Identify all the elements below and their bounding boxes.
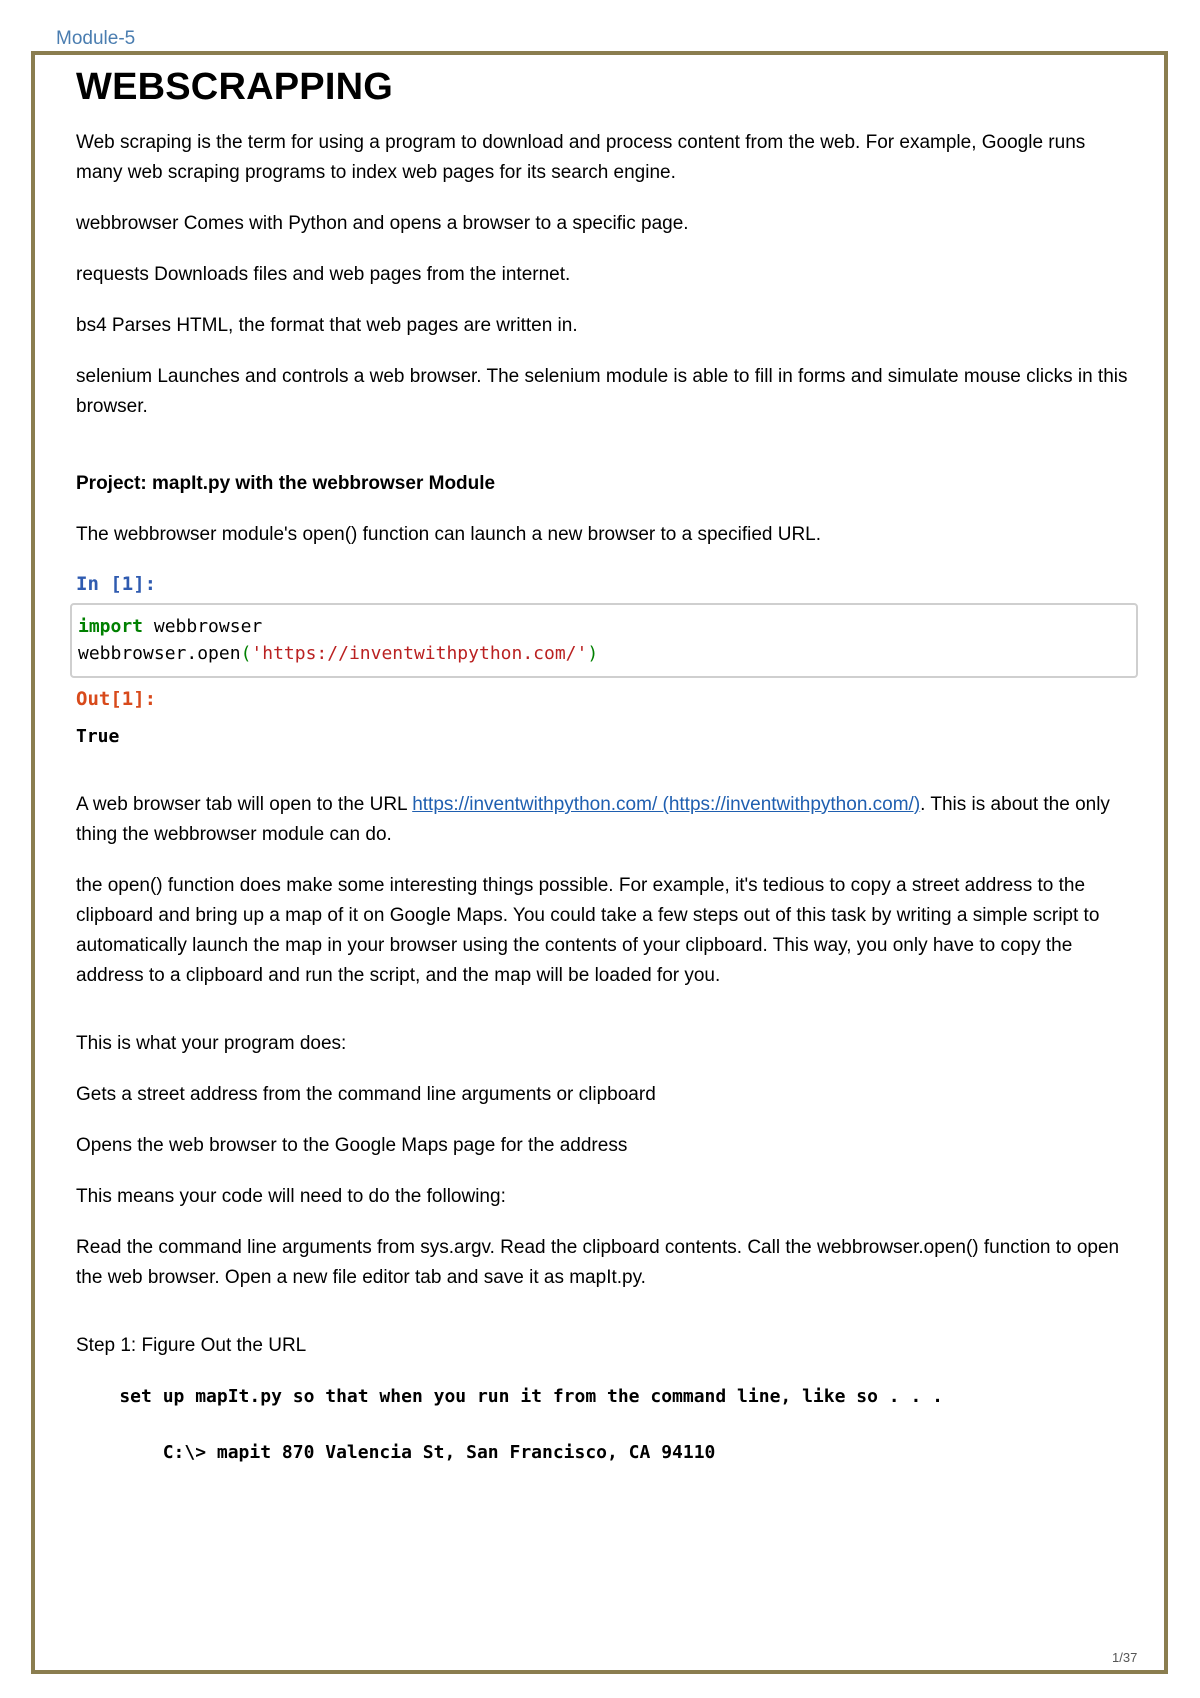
page-content (76, 62, 1136, 1468)
program-does-heading: This is what your program does: (76, 1033, 347, 1054)
intro-requests: requests Downloads files and web pages from the internet. (76, 264, 571, 285)
program-does-item-2: Opens the web browser to the Google Maps page for the address (76, 1135, 628, 1156)
program-needs-heading: This means your code will need to do the following: (76, 1186, 506, 1207)
module-label: Module-5 (56, 28, 136, 49)
step1-command-intro: set up mapIt.py so that when you run it from the command line, like so . . . (76, 1386, 943, 1407)
url-paragraph (76, 790, 1136, 850)
cell-output: True (76, 726, 120, 747)
open-function-paragraph: the open() function does make some interesting things possible. For example, it's tedious to copy a street address to the clipboard and bring up a map of it on Google Maps. You could take a few steps out of this task by writing a simple script to automatically launch the map in your browser using the contents of your clipboard. This way, you only have to copy the address to a clipboard and run the script, and the map will be loaded for you. (76, 875, 1100, 986)
inventwithpython-link[interactable]: https://inventwithpython.com/ (https://inventwithpython.com/) (412, 794, 921, 815)
page-number: 1/37 (1112, 1650, 1138, 1665)
page-title: WEBSCRAPPING (76, 66, 393, 108)
project-heading: Project: mapIt.py with the webbrowser Module (76, 473, 496, 494)
intro-webbrowser: webbrowser Comes with Python and opens a browser to a specific page. (76, 213, 689, 234)
url-text-after: . This is about the only thing the webbrowser module can do. (76, 794, 1110, 845)
intro-selenium: selenium Launches and controls a web browser. The selenium module is able to fill in forms and simulate mouse clicks in this browser. (76, 366, 1128, 417)
program-needs-text: Read the command line arguments from sys.argv. Read the clipboard contents. Call the webbrowser.open() function to open the web browser. Open a new file editor tab and save it as mapIt.py. (76, 1237, 1120, 1288)
out-prompt: Out[1]: (76, 688, 157, 710)
code-paren-open: ( (240, 643, 252, 664)
code-module-name: webbrowser (143, 616, 263, 637)
step1-heading: Step 1: Figure Out the URL (76, 1335, 307, 1356)
code-string-url: 'https://inventwithpython.com/' (251, 643, 588, 664)
project-description: The webbrowser module's open() function can launch a new browser to a specified URL. (76, 524, 822, 545)
intro-bs4: bs4 Parses HTML, the format that web pages are written in. (76, 315, 578, 336)
step1-command-example: C:\> mapit 870 Valencia St, San Francisco, CA 94110 (76, 1442, 716, 1463)
intro-paragraph: Web scraping is the term for using a program to download and process content from the web. For example, Google runs many web scraping programs to index web pages for its search engine. (76, 132, 1086, 183)
in-prompt: In [1]: (76, 573, 157, 595)
code-paren-close: ) (587, 643, 599, 664)
code-cell[interactable] (70, 603, 1138, 678)
code-keyword-import: import (78, 616, 144, 637)
code-call: webbrowser.open (78, 643, 241, 664)
url-text-before: A web browser tab will open to the URL (76, 794, 413, 815)
program-does-item-1: Gets a street address from the command line arguments or clipboard (76, 1084, 656, 1105)
